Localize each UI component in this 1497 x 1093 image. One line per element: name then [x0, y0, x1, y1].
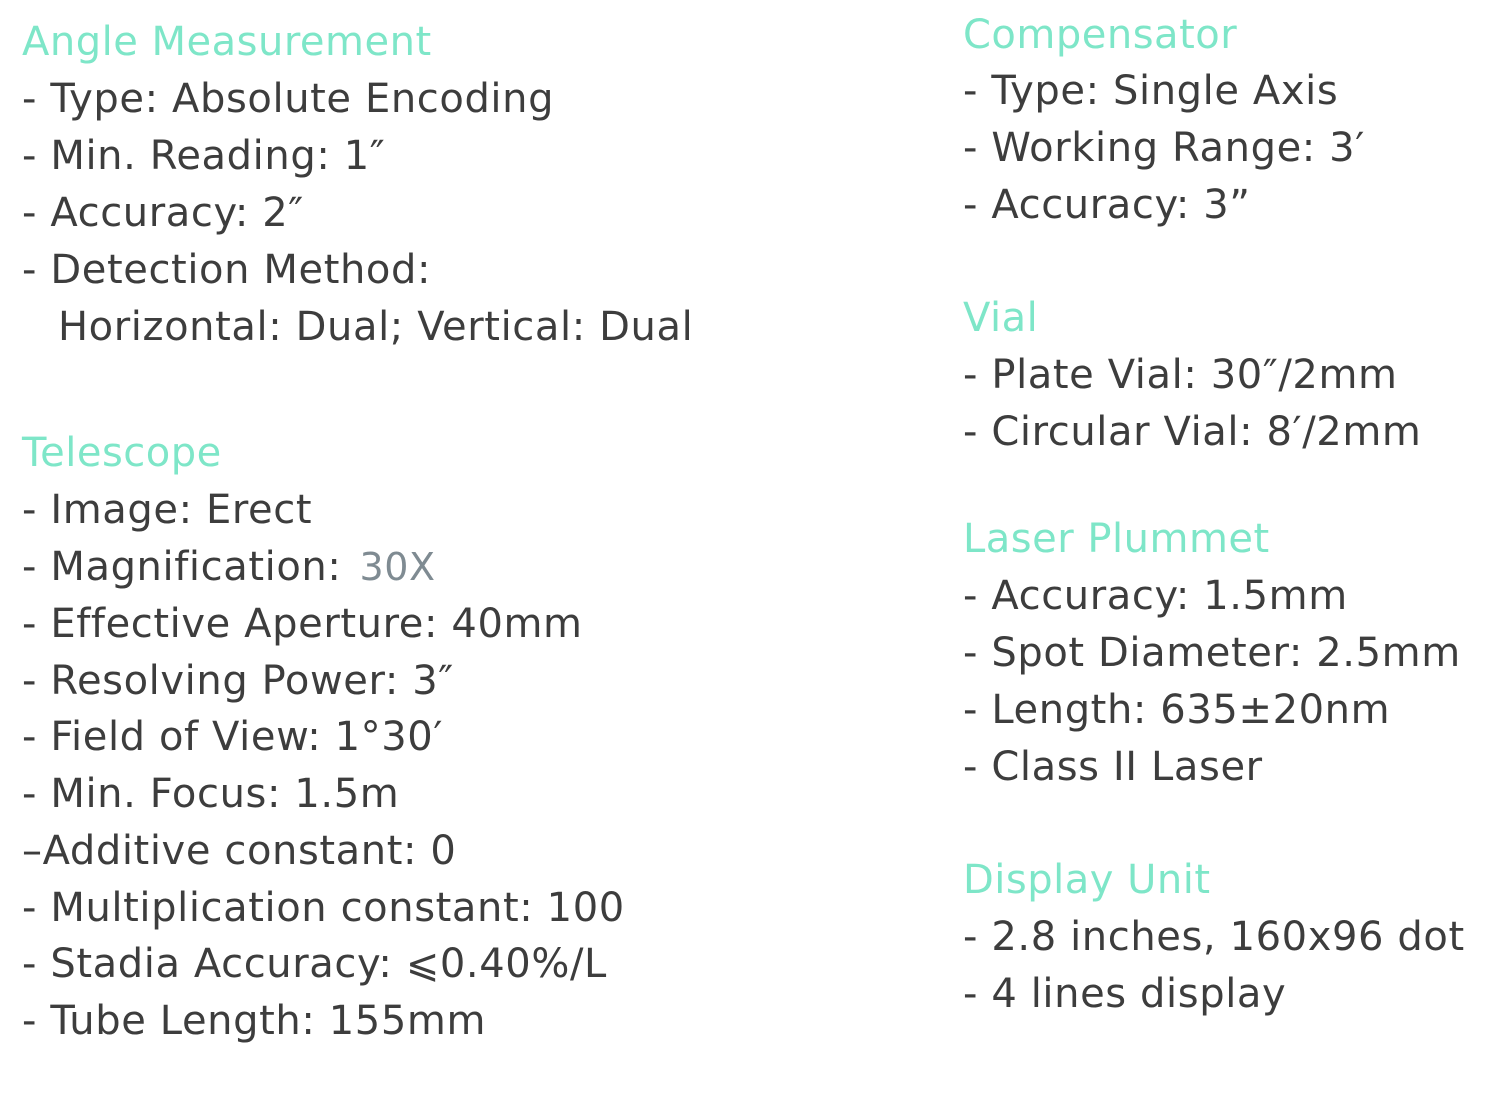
telescope-tube-length-line: - Tube Length: 155mm [22, 998, 487, 1044]
display-size-line: - 2.8 inches, 160x96 dot [963, 914, 1465, 960]
angle-accuracy-line: - Accuracy: 2″ [22, 190, 304, 236]
telescope-min-focus-line: - Min. Focus: 1.5m [22, 771, 400, 817]
laser-length-line: - Length: 635±20nm [963, 687, 1391, 733]
telescope-additive-constant-line: –Additive constant: 0 [22, 828, 457, 874]
telescope-resolving-power-line: - Resolving Power: 3″ [22, 658, 454, 704]
laser-plummet-title: Laser Plummet [963, 516, 1270, 562]
angle-detection-method-line: - Detection Method: [22, 247, 432, 293]
telescope-field-of-view-line: - Field of View: 1°30′ [22, 714, 444, 760]
display-unit-title: Display Unit [963, 857, 1211, 903]
magnification-value: 30X [359, 545, 436, 589]
telescope-aperture-line: - Effective Aperture: 40mm [22, 601, 583, 647]
compensator-accuracy-line: - Accuracy: 3” [963, 182, 1251, 228]
compensator-title: Compensator [963, 12, 1238, 58]
angle-type-line: - Type: Absolute Encoding [22, 76, 555, 122]
laser-accuracy-line: - Accuracy: 1.5mm [963, 573, 1348, 619]
telescope-stadia-accuracy-line: - Stadia Accuracy: ⩽0.40%/L [22, 941, 607, 987]
plate-vial-line: - Plate Vial: 30″/2mm [963, 352, 1398, 398]
display-lines-line: - 4 lines display [963, 971, 1287, 1017]
laser-class-line: - Class II Laser [963, 744, 1263, 790]
circular-vial-line: - Circular Vial: 8′/2mm [963, 409, 1422, 455]
telescope-title: Telescope [22, 430, 222, 476]
telescope-image-line: - Image: Erect [22, 487, 313, 533]
telescope-magnification-line [22, 539, 436, 596]
compensator-type-line: - Type: Single Axis [963, 68, 1339, 114]
magnification-label: - Magnification: [22, 544, 342, 590]
telescope-multiplication-constant-line: - Multiplication constant: 100 [22, 885, 625, 931]
laser-spot-diameter-line: - Spot Diameter: 2.5mm [963, 630, 1461, 676]
angle-min-reading-line: - Min. Reading: 1″ [22, 133, 386, 179]
angle-measurement-title: Angle Measurement [22, 19, 432, 65]
compensator-working-range-line: - Working Range: 3′ [963, 125, 1365, 171]
vial-title: Vial [963, 295, 1039, 341]
angle-detection-detail-line: Horizontal: Dual; Vertical: Dual [58, 304, 694, 350]
